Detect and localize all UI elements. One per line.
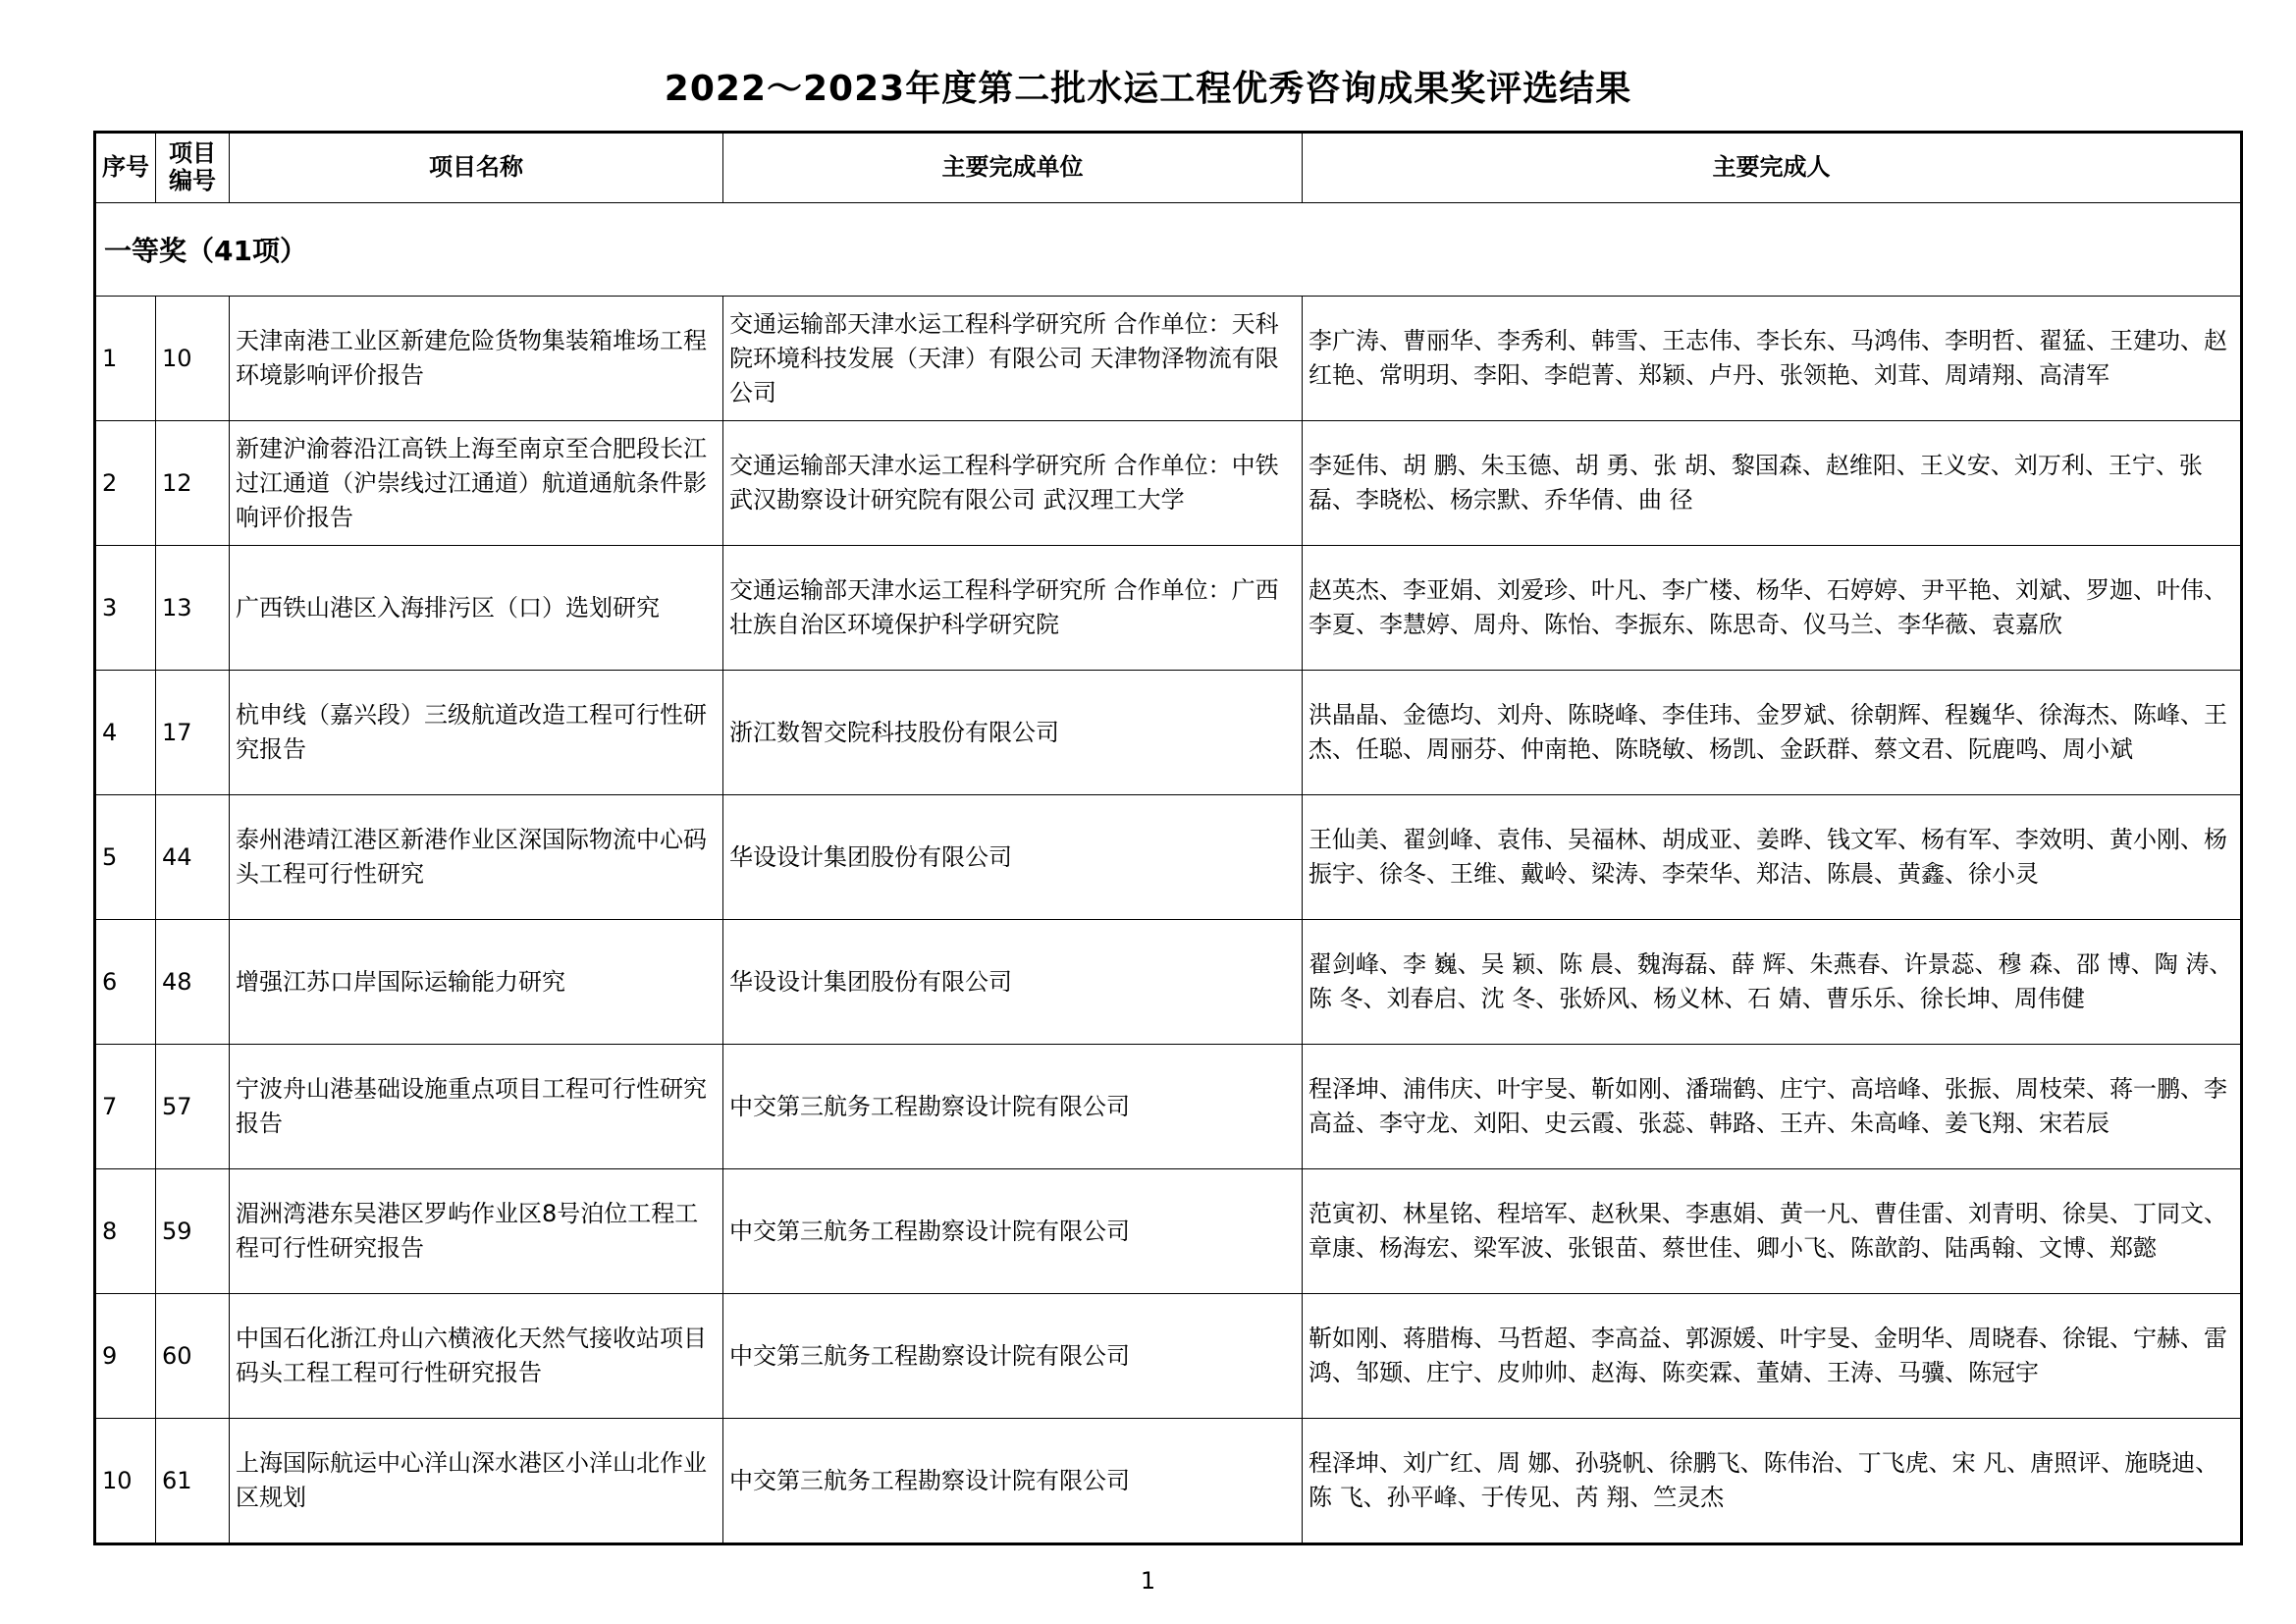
cell-seq: 6 <box>95 920 156 1045</box>
cell-name: 增强江苏口岸国际运输能力研究 <box>230 920 723 1045</box>
cell-name: 泰州港靖江港区新港作业区深国际物流中心码头工程可行性研究 <box>230 795 723 920</box>
header-people: 主要完成人 <box>1303 133 2242 203</box>
cell-code: 59 <box>156 1169 230 1294</box>
table-row <box>95 1419 2242 1544</box>
cell-people: 程泽坤、浦伟庆、叶宇旻、靳如刚、潘瑞鹤、庄宁、高培峰、张振、周枝荣、蒋一鹏、李高益、李守龙、刘阳、史云霞、张蕊、韩路、王卉、朱高峰、姜飞翔、宋若辰 <box>1303 1045 2242 1169</box>
cell-name: 新建沪渝蓉沿江高铁上海至南京至合肥段长江过江通道（沪崇线过江通道）航道通航条件影响评价报告 <box>230 421 723 546</box>
cell-name: 杭申线（嘉兴段）三级航道改造工程可行性研究报告 <box>230 671 723 795</box>
table-row <box>95 1169 2242 1294</box>
cell-unit: 中交第三航务工程勘察设计院有限公司 <box>723 1419 1303 1544</box>
cell-people: 李延伟、胡 鹏、朱玉德、胡 勇、张 胡、黎国森、赵维阳、王义安、刘万利、王宁、张磊、李晓松、杨宗默、乔华倩、曲 径 <box>1303 421 2242 546</box>
cell-people: 靳如刚、蒋腊梅、马哲超、李高益、郭源媛、叶宇旻、金明华、周晓春、徐锟、宁赫、雷鸿、邹颋、庄宁、皮帅帅、赵海、陈奕霖、董婧、王涛、马骥、陈冠宇 <box>1303 1294 2242 1419</box>
cell-name: 天津南港工业区新建危险货物集装箱堆场工程环境影响评价报告 <box>230 297 723 421</box>
section-label: 一等奖（41项） <box>95 203 2242 297</box>
cell-people: 洪晶晶、金德均、刘舟、陈晓峰、李佳玮、金罗斌、徐朝辉、程巍华、徐海杰、陈峰、王杰、任聪、周丽芬、仲南艳、陈晓敏、杨凯、金跃群、蔡文君、阮鹿鸣、周小斌 <box>1303 671 2242 795</box>
cell-unit: 交通运输部天津水运工程科学研究所 合作单位：天科院环境科技发展（天津）有限公司 天津物泽物流有限公司 <box>723 297 1303 421</box>
cell-seq: 3 <box>95 546 156 671</box>
cell-code: 10 <box>156 297 230 421</box>
cell-name: 宁波舟山港基础设施重点项目工程可行性研究报告 <box>230 1045 723 1169</box>
table-row <box>95 1045 2242 1169</box>
cell-code: 61 <box>156 1419 230 1544</box>
table-row <box>95 421 2242 546</box>
results-table <box>93 131 2243 1545</box>
table-header-row <box>95 133 2242 203</box>
cell-name: 湄洲湾港东吴港区罗屿作业区8号泊位工程工程可行性研究报告 <box>230 1169 723 1294</box>
cell-code: 57 <box>156 1045 230 1169</box>
cell-people: 李广涛、曹丽华、李秀利、韩雪、王志伟、李长东、马鸿伟、李明哲、翟猛、王建功、赵红艳、常明玥、李阳、李皑菁、郑颖、卢丹、张领艳、刘茸、周靖翔、高清军 <box>1303 297 2242 421</box>
cell-people: 程泽坤、刘广红、周 娜、孙骁帆、徐鹏飞、陈伟治、丁飞虎、宋 凡、唐照评、施晓迪、陈 飞、孙平峰、于传见、芮 翔、竺灵杰 <box>1303 1419 2242 1544</box>
cell-people: 翟剑峰、李 巍、吴 颖、陈 晨、魏海磊、薛 辉、朱燕春、许景蕊、穆 森、邵 博、陶 涛、陈 冬、刘春启、沈 冬、张娇风、杨义林、石 婧、曹乐乐、徐长坤、周伟健 <box>1303 920 2242 1045</box>
cell-people: 王仙美、翟剑峰、袁伟、吴福林、胡成亚、姜晔、钱文军、杨有军、李效明、黄小刚、杨振宇、徐冬、王维、戴岭、梁涛、李荣华、郑洁、陈晨、黄鑫、徐小灵 <box>1303 795 2242 920</box>
table-row <box>95 795 2242 920</box>
cell-unit: 中交第三航务工程勘察设计院有限公司 <box>723 1294 1303 1419</box>
cell-people: 赵英杰、李亚娟、刘爱珍、叶凡、李广楼、杨华、石婷婷、尹平艳、刘斌、罗迦、叶伟、李夏、李慧婷、周舟、陈怡、李振东、陈思奇、仪马兰、李华薇、袁嘉欣 <box>1303 546 2242 671</box>
cell-seq: 2 <box>95 421 156 546</box>
cell-people: 范寅初、林星铭、程培军、赵秋果、李惠娟、黄一凡、曹佳雷、刘青明、徐昊、丁同文、章康、杨海宏、梁军波、张银苗、蔡世佳、卿小飞、陈歆韵、陆禹翰、文博、郑懿 <box>1303 1169 2242 1294</box>
section-row <box>95 203 2242 297</box>
cell-unit: 交通运输部天津水运工程科学研究所 合作单位：广西壮族自治区环境保护科学研究院 <box>723 546 1303 671</box>
table-row <box>95 671 2242 795</box>
cell-seq: 5 <box>95 795 156 920</box>
cell-seq: 4 <box>95 671 156 795</box>
cell-seq: 7 <box>95 1045 156 1169</box>
header-code: 项目编号 <box>156 133 230 203</box>
cell-seq: 1 <box>95 297 156 421</box>
cell-code: 44 <box>156 795 230 920</box>
cell-name: 中国石化浙江舟山六横液化天然气接收站项目码头工程工程可行性研究报告 <box>230 1294 723 1419</box>
table-row <box>95 297 2242 421</box>
table-row <box>95 1294 2242 1419</box>
cell-unit: 中交第三航务工程勘察设计院有限公司 <box>723 1169 1303 1294</box>
cell-code: 17 <box>156 671 230 795</box>
cell-unit: 中交第三航务工程勘察设计院有限公司 <box>723 1045 1303 1169</box>
cell-unit: 华设设计集团股份有限公司 <box>723 795 1303 920</box>
cell-name: 广西铁山港区入海排污区（口）选划研究 <box>230 546 723 671</box>
page-number: 1 <box>1140 1567 1156 1595</box>
cell-unit: 交通运输部天津水运工程科学研究所 合作单位：中铁武汉勘察设计研究院有限公司 武汉理工大学 <box>723 421 1303 546</box>
table-row <box>95 920 2242 1045</box>
header-unit: 主要完成单位 <box>723 133 1303 203</box>
cell-seq: 10 <box>95 1419 156 1544</box>
header-name: 项目名称 <box>230 133 723 203</box>
cell-unit: 浙江数智交院科技股份有限公司 <box>723 671 1303 795</box>
table-row <box>95 546 2242 671</box>
cell-code: 13 <box>156 546 230 671</box>
page-title: 2022～2023年度第二批水运工程优秀咨询成果奖评选结果 <box>664 69 1632 109</box>
cell-unit: 华设设计集团股份有限公司 <box>723 920 1303 1045</box>
header-seq: 序号 <box>95 133 156 203</box>
cell-code: 48 <box>156 920 230 1045</box>
cell-code: 12 <box>156 421 230 546</box>
cell-seq: 9 <box>95 1294 156 1419</box>
cell-seq: 8 <box>95 1169 156 1294</box>
cell-name: 上海国际航运中心洋山深水港区小洋山北作业区规划 <box>230 1419 723 1544</box>
cell-code: 60 <box>156 1294 230 1419</box>
